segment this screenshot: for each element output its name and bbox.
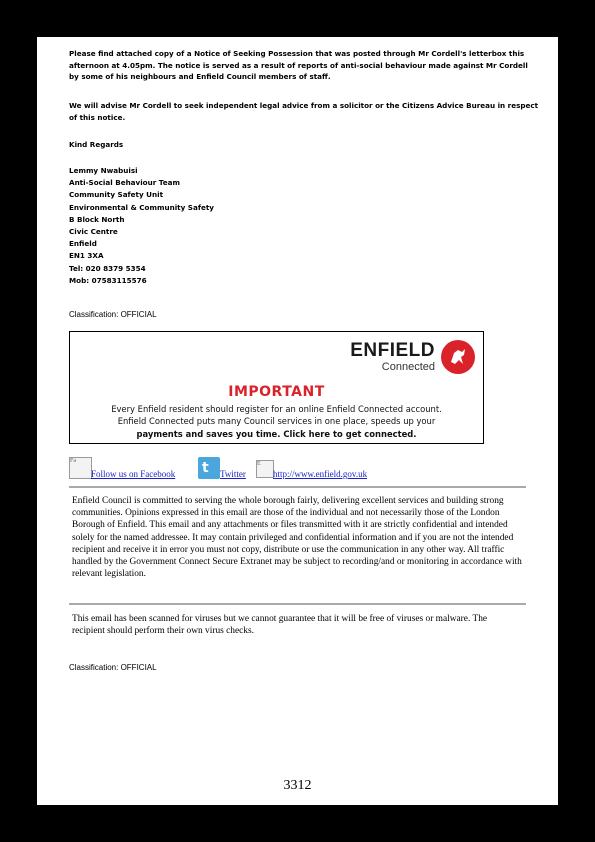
document-page [37, 37, 558, 805]
twitter-icon[interactable]: t [198, 457, 220, 479]
divider-top [69, 486, 526, 488]
virus-scan-notice: This email has been scanned for viruses but we cannot guarantee that it will be free of viruses or malware. The recipient should perform their own virus checks. [72, 614, 488, 637]
signature-team: Anti-Social Behaviour Team [69, 178, 180, 188]
banner-important-heading: IMPORTANT [228, 384, 325, 400]
twitter-link[interactable]: Twitter [220, 469, 246, 479]
page-number: 3312 [283, 778, 312, 793]
divider-middle [69, 603, 526, 605]
signature-address-1: B Block North [69, 214, 125, 224]
enfield-logo [350, 341, 435, 373]
facebook-icon[interactable]: Fa [69, 457, 92, 479]
website-icon[interactable]: E [256, 460, 274, 478]
classification-label-bottom: Classification: OFFICIAL [69, 663, 157, 672]
banner-line-1: Every Enfield resident should register for an online Enfield Connected account. [111, 404, 442, 414]
banner-line-2: Enfield Connected puts many Council services in one place, speeds up your [117, 416, 436, 427]
signature-dept: Environmental & Community Safety [69, 202, 214, 212]
disclaimer-paragraph: Enfield Council is committed to serving the whole borough fairly, delivering excellent services and building strong communities. Opinions expressed in this email are those of the individual and not necessarily those of the London Borough of Enfield. This email and any attachments or files transmitted with it are strictly confidential and intended solely for the named addressee. It may contain privileged and confidential information and if you are not the intended recipient and receive it in error you must not copy, distribute or use the communication in any other way. All traffic handled by the Government Connect Secure Extranet may be subject to recording/and or monitoring in accordance with relevant legislation. [72, 496, 522, 580]
banner-line-3[interactable]: payments and saves you time. Click here to get connected. [136, 428, 417, 439]
email-closing: Kind Regards [69, 140, 124, 149]
website-link[interactable]: http://www.enfield.gov.uk [273, 469, 368, 479]
signature-tel: Tel: 020 8379 5354 [69, 263, 146, 273]
signature-postcode: EN1 3XA [69, 251, 104, 261]
logo-sub: Connected [381, 361, 435, 373]
signature-unit: Community Safety Unit [69, 190, 164, 200]
email-paragraph-1: Please find attached copy of a Notice of Seeking Possession that was posted through Mr Cordell's letterbox this afternoon at 4.05pm. The notice is served as a result of reports of anti-social behaviour made against Mr Cordell by some of his neighbours and Enfield Council members of staff. [69, 49, 528, 82]
email-paragraph-2: We will advise Mr Cordell to seek independent legal advice from a solicitor or the Citizens Advice Bureau in respect of this notice. [69, 101, 539, 122]
enfield-crest-icon [441, 340, 475, 374]
signature-address-2: Civic Centre [69, 226, 118, 236]
signature-mob: Mob: 07583115576 [69, 275, 147, 285]
signature-address-3: Enfield [69, 239, 97, 249]
signature-block [69, 165, 214, 287]
classification-label-top: Classification: OFFICIAL [69, 310, 157, 319]
logo-word: ENFIELD [350, 340, 435, 361]
enfield-connected-banner[interactable] [69, 331, 484, 444]
signature-name: Lemmy Nwabuisi [69, 166, 138, 175]
banner-body [70, 403, 483, 440]
facebook-link[interactable]: Follow us on Facebook [91, 469, 176, 479]
